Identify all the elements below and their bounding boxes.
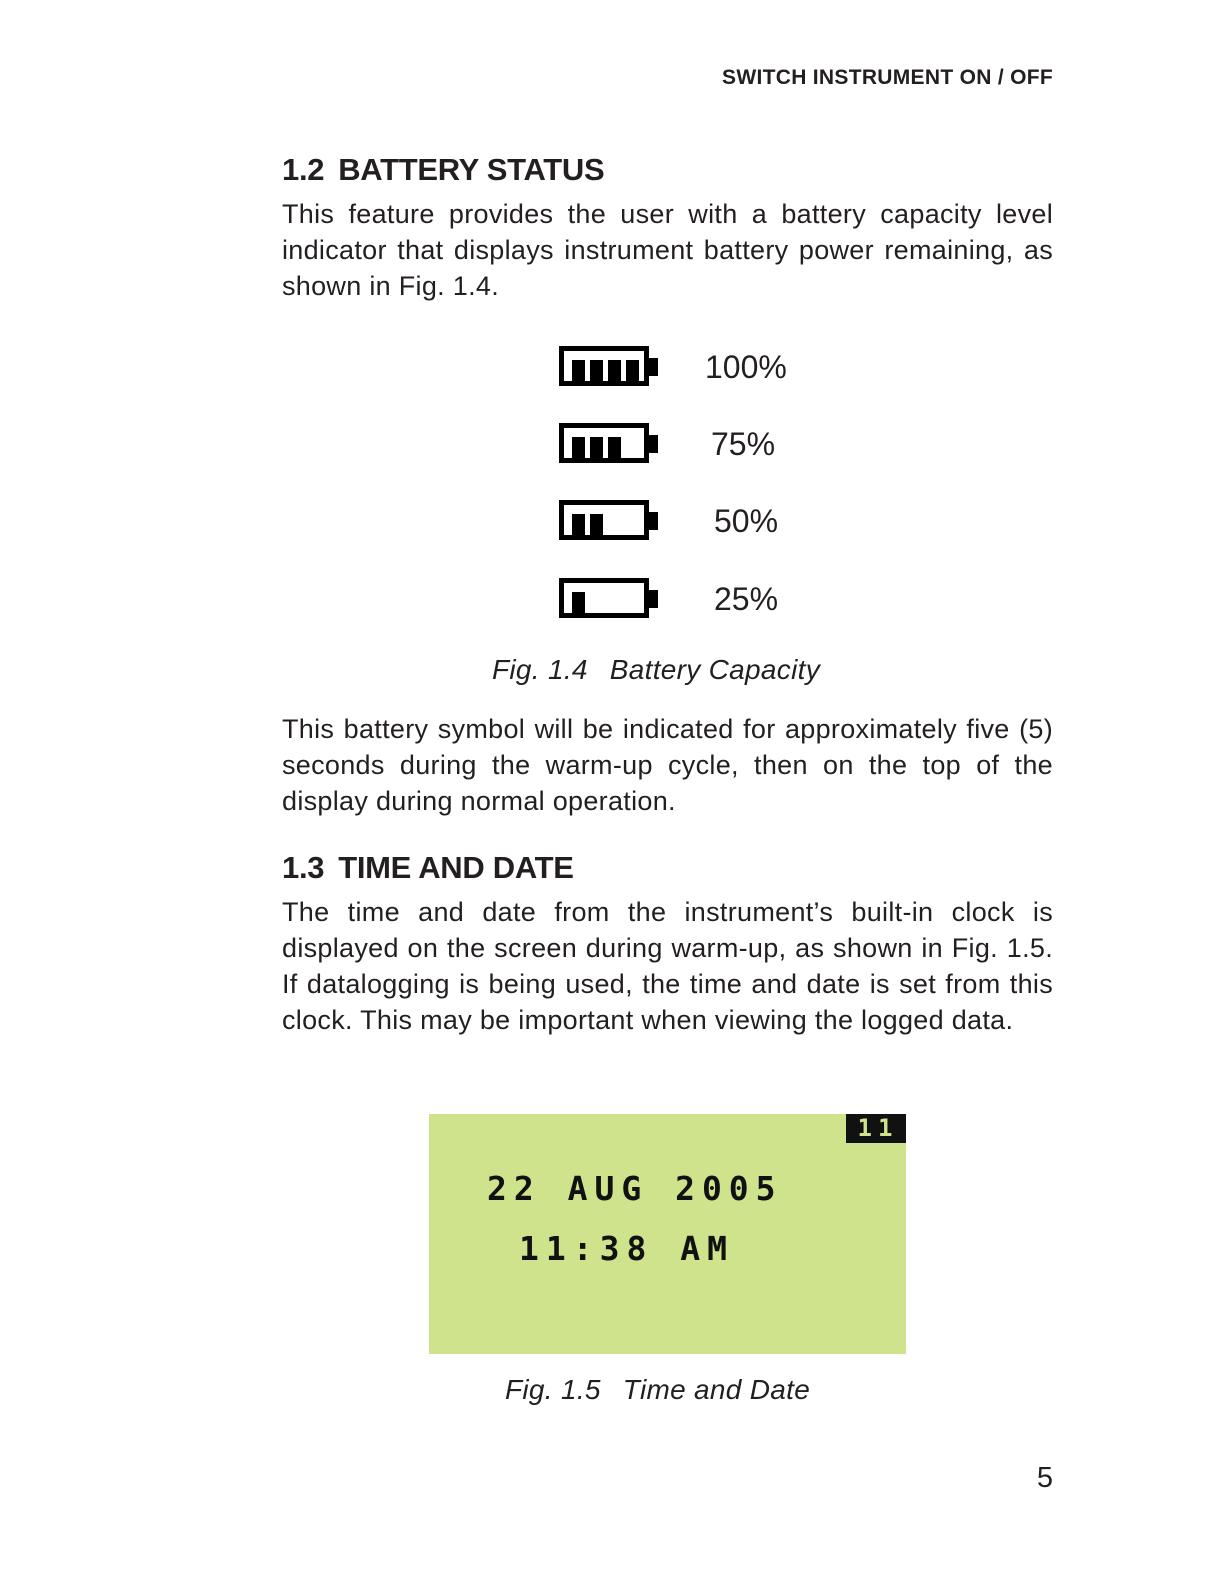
section-heading (282, 850, 1053, 886)
page-number: 5 (1036, 1462, 1053, 1494)
section-heading (282, 152, 1053, 188)
battery-full-icon (559, 346, 649, 386)
section-time-and-date (282, 850, 1053, 1038)
body-paragraph: This battery symbol will be indicated for approximately five (5) seconds during the warm-up cycle, then on the top of the display during normal operation. (282, 714, 1053, 816)
section-paragraph: This feature provides the user with a battery capacity level indicator that displays instrument battery power remaining, as shown in Fig. 1.4. (282, 199, 1053, 301)
figure-number: Fig. 1.4 (492, 654, 588, 685)
battery-three-quarter-icon (559, 423, 649, 463)
battery-symbol-paragraph-block (282, 711, 1053, 819)
battery-label: 100% (705, 349, 787, 385)
figure-number: Fig. 1.5 (505, 1374, 601, 1405)
figure-caption (492, 654, 820, 686)
section-number: 1.3 (282, 850, 325, 885)
running-head: SWITCH INSTRUMENT ON / OFF (722, 66, 1053, 89)
battery-label: 50% (714, 503, 779, 539)
section-number: 1.2 (282, 152, 325, 187)
section-paragraph: The time and date from the instrument’s built-in clock is displayed on the screen during warm-up, as shown in Fig. 1.5. If datalogging is being used, the time and date is set from this clock. This may be important when viewing the logged data. (282, 897, 1053, 1035)
battery-label: 25% (714, 581, 779, 617)
lcd-display (429, 1114, 906, 1354)
figure-title: Battery Capacity (609, 654, 821, 685)
lcd-time: 11:38 AM (519, 1229, 734, 1268)
battery-label: 75% (711, 426, 776, 462)
section-battery-status (282, 152, 1053, 304)
section-title: BATTERY STATUS (338, 152, 605, 187)
lcd-date: 22 AUG 2005 (487, 1169, 783, 1208)
lcd-status-badge: 11 (846, 1114, 906, 1143)
battery-half-icon (559, 500, 649, 540)
figure-title: Time and Date (622, 1374, 811, 1405)
figure-caption (505, 1374, 810, 1406)
battery-quarter-icon (559, 578, 649, 618)
section-title: TIME AND DATE (338, 850, 574, 885)
